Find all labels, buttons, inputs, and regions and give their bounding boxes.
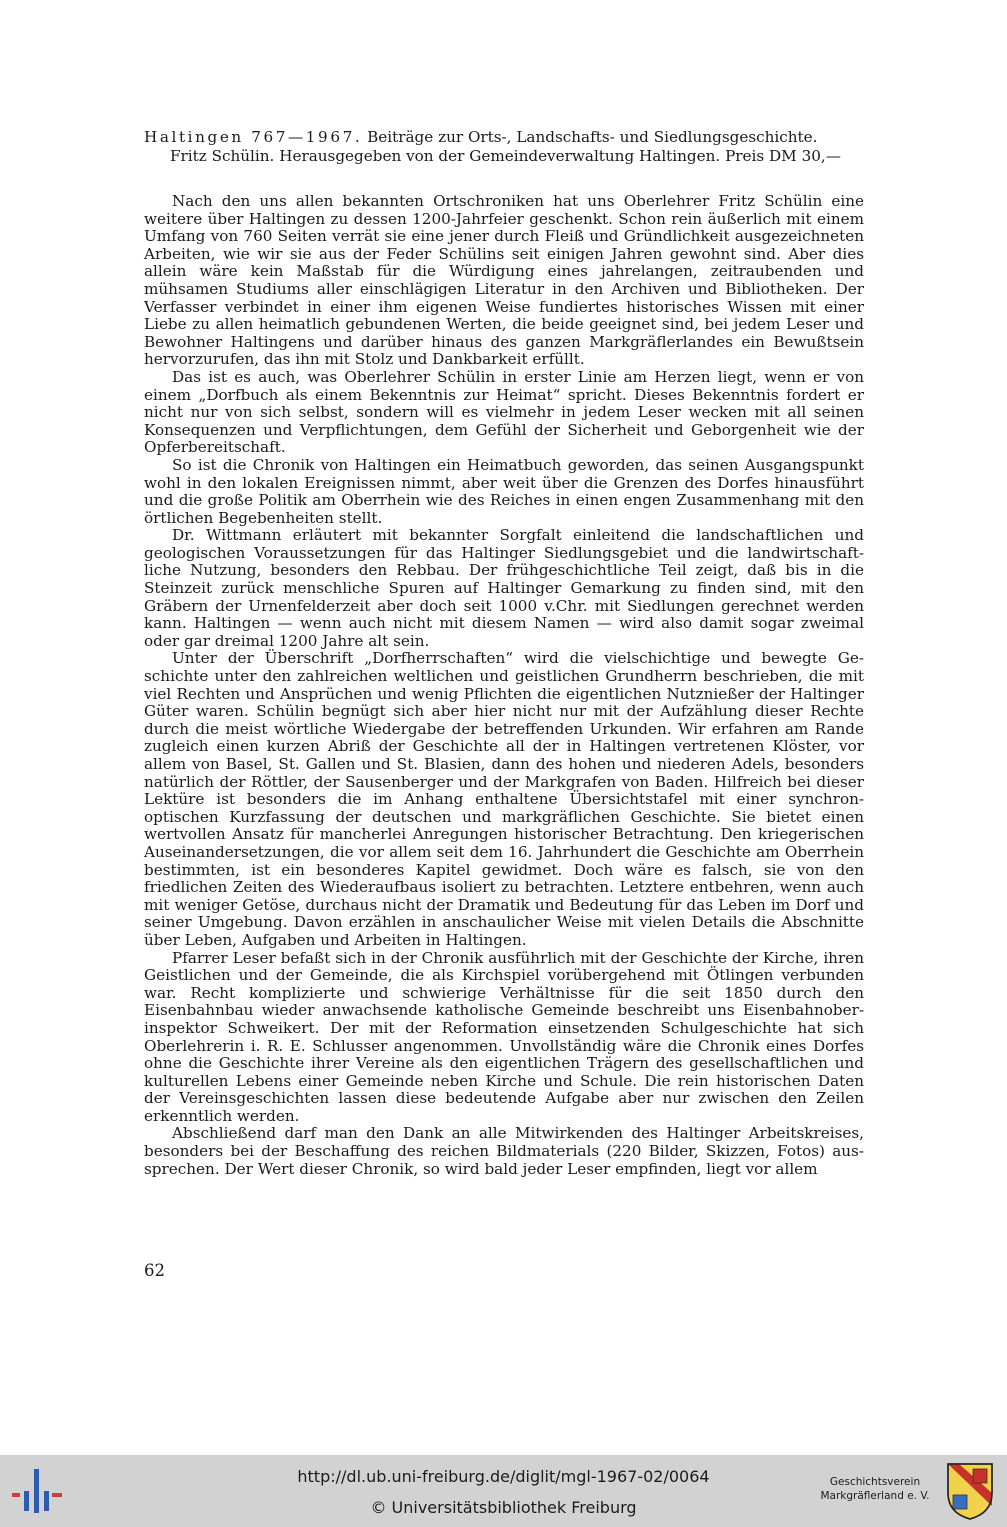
header-line-1 [144,128,864,147]
copyright-notice: © Universitätsbibliothek Freiburg [370,1498,637,1517]
coat-of-arms-icon [945,1461,995,1521]
book-subtitle: Beiträge zur Orts-, Landschafts- und Siedlungsgeschichte. [362,128,818,146]
book-title: Haltingen 767—1967. [144,128,363,146]
page-number: 62 [144,1261,165,1280]
review-header [144,128,864,166]
society-name [808,1475,942,1503]
header-line-2: Fritz Schülin. Herausgegeben von der Gemeindeverwaltung Haltingen. Preis DM 30,— [170,147,841,165]
paragraph: Abschließend darf man den Dank an alle Mitwirkenden des Haltinger Arbeitskreises, besonders bei der Beschaffung des reichen Bildmaterials (220 Bilder, Skizzen, Fotos) aussprechen. Der Wert dieser Chronik, so wird bald jeder Leser empfinden, liegt vor allem [144,1124,864,1178]
society-line-1: Geschichtsverein [829,1476,921,1488]
review-body [144,193,864,1178]
viewer-footer [0,1455,1007,1527]
permalink-url[interactable]: http://dl.ub.uni-freiburg.de/diglit/mgl-1967-02/0064 [297,1467,710,1486]
paragraph: Dr. Wittmann erläutert mit bekannter Sorgfalt einleitend die landschaftlichen und geologischen Voraussetzungen für das Haltinger Siedlungsgebiet und die landwirtschaftliche Nutzung, besonders den Rebbau. Der frühgeschichtliche Teil zeigt, daß bis in die Steinzeit zurück menschliche Spuren auf Haltinger Gemarkung zu finden sind, mit den Gräbern der Urnenfelderzeit aber doch seit 1000 v.Chr. mit Siedlungen gerechnet werden kann. Haltingen — wenn auch nicht mit diesem Namen — wird also damit sogar zweimal oder gar dreimal 1200 Jahre alt sein. [144,526,864,650]
paragraph: Pfarrer Leser befaßt sich in der Chronik ausführlich mit der Geschichte der Kirche, ihren Geistlichen und der Gemeinde, die als Kirchspiel vorübergehend mit Ötlingen verbunden war. Recht komplizierte und schwierige Verhältnisse für die seit 1850 durch den Eisenbahnbau wieder anwachsende katholische Gemeinde beschreibt uns Eisenbahnoberinspektor Schweikert. Der mit der Reformation einsetzenden Schulgeschichte hat sich Oberlehrerin i. R. E. Schlusser angenommen. Unvollständig wäre die Chronik eines Dorfes ohne die Geschichte ihrer Vereine als den eigentlichen Trägern des gesellschaftlichen und kulturellen Lebens einer Gemeinde neben Kirche und Schule. Die rein historischen Daten der Vereinsgeschichten lassen diese bedeutende Aufgabe aber nur zwischen den Zeilen erkenntlich werden. [144,948,864,1125]
paragraph: Nach den uns allen bekannten Ortschroniken hat uns Oberlehrer Fritz Schülin eine weitere über Haltingen zu dessen 1200-Jahrfeier geschenkt. Schon rein äußerlich mit einem Umfang von 760 Seiten verrät sie eine jener durch Fleiß und Gründlichkeit ausgezeichneten Arbeiten, wie wir sie aus der Feder Schülins seit einigen Jahren gewohnt sind. Aber dies allein wäre kein Maßstab für die Würdigung eines jahrelangen, zeitraubenden und mühsamen Studiums aller einschlägigen Literatur in den Archiven und Bibliotheken. Der Verfasser verbindet in einer ihm eigenen Weise fundiertes historisches Wissen mit einer Liebe zu allen heimatlich gebundenen Werten, die beide geeignet sind, bei jedem Leser und Bewohner Haltingens und darüber hinaus des ganzen Markgräflerlandes ein Bewußtsein hervorzurufen, das ihn mit Stolz und Dankbarkeit erfüllt. [144,192,864,369]
paragraph: Unter der Überschrift „Dorfherrschaften“ wird die vielschichtige und bewegte Geschichte unter den zahlreichen weltlichen und geistlichen Grundherrn beschrieben, die mit viel Rechten und Ansprüchen und wenig Pflichten die eigentlichen Nutznießer der Haltinger Güter waren. Schülin begnügt sich aber hier nicht nur mit der Aufzählung dieser Rechte durch die meist wörtliche Wiedergabe der betreffenden Urkunden. Wir erfahren am Rande zugleich einen kurzen Abriß der Geschichte all der in Haltingen vertretenen Klöster, vor allem von Basel, St. Gallen und St. Blasien, dann des hohen und niederen Adels, besonders natürlich der Röttler, der Sausenberger und der Markgrafen von Baden. Hilfreich bei dieser Lektüre ist besonders die im Anhang enthaltene Übersichtstafel mit einer synchron-optischen Kurzfassung der deutschen und markgräflichen Geschichte. Sie bietet einen wertvollen Ansatz für mancherlei Anregungen historischer Betrachtung. Den kriegerischen Auseinandersetzungen, die vor allem seit dem 16. Jahrhundert die Geschichte am Oberrhein bestimmten, ist ein besonderes Kapitel gewidmet. Doch wäre es falsch, sie von den friedlichen Zeiten des Wiederaufbaus isoliert zu betrachten. Letztere entbehren, wenn auch mit weniger Getöse, durchaus nicht der Dramatik und Bedeutung für das Leben im Dorf und seiner Umgebung. Davon erzählen in anschaulicher Weise mit vielen Details die Abschnitte über Leben, Aufgaben und Arbeiten in Haltingen. [144,649,864,949]
paragraph: Das ist es auch, was Oberlehrer Schülin in erster Linie am Herzen liegt, wenn er von einem „Dorfbuch als einem Bekenntnis zur Heimat“ spricht. Dieses Bekenntnis fordert er nicht nur von sich selbst, sondern will es vielmehr in jedem Leser wecken mit all seinen Konsequenzen und Verpflichtungen, dem Gefühl der Sicherheit und Geborgenheit wie der Opferbereitschaft. [144,367,864,457]
society-line-2: Markgräflerland e. V. [820,1490,930,1502]
paragraph: So ist die Chronik von Haltingen ein Heimatbuch geworden, das seinen Ausgangspunkt wohl in den lokalen Ereignissen nimmt, aber weit über die Grenzen des Dorfes hinausführt und die große Politik am Oberrhein wie des Reiches in einen engen Zusammenhang mit den örtlichen Begebenheiten stellt. [144,455,864,527]
